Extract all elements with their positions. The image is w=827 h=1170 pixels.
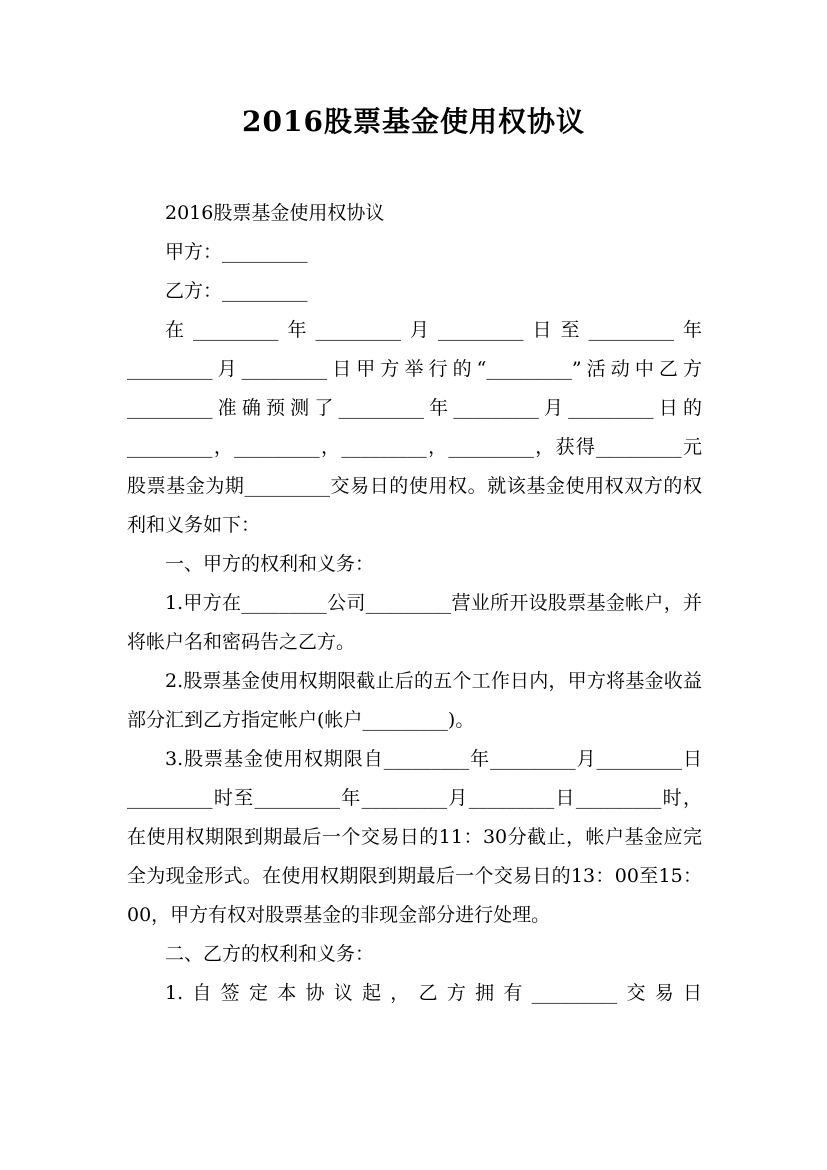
clause-a2: 2.股票基金使用权期限截止后的五个工作日内，甲方将基金收益部分汇到乙方指定帐户(帐户_________)。 bbox=[127, 670, 702, 731]
clause-a3: 3.股票基金使用权期限自_________年_________月_________日_________时至_________年_________月_________日_________时，在使用权期限到期最后一个交易日的11：30分截止，帐户基金应完全为现金形式。在使用权期限到期最后一个交易日的13：00至15：00，甲方有权对股票基金的非现金部分进行处理。 bbox=[127, 748, 702, 926]
document-title: 2016股票基金使用权协议 bbox=[242, 105, 585, 138]
section-heading-party-b: 二、乙方的权利和义务： bbox=[165, 943, 375, 965]
party-b-line: 乙方：_________ bbox=[165, 280, 308, 302]
section-heading-party-a: 一、甲方的权利和义务： bbox=[165, 553, 375, 575]
doc-subtitle: 2016股票基金使用权协议 bbox=[165, 202, 385, 224]
party-a-line: 甲方：_________ bbox=[165, 241, 308, 263]
intro-paragraph: 在_________年_________月_________日至_________年_________月_________日甲方举行的“_________”活动中乙方_________准确预测了_________年_________月_________日的_________，_________，_________，_________，获得_________元股票基金为期_________交易日的使用权。就该基金使用权双方的权利和义务如下： bbox=[127, 319, 702, 536]
clause-b1: 1.自签定本协议起，乙方拥有_________交易日 bbox=[165, 982, 702, 1004]
document-body bbox=[127, 194, 702, 1013]
clause-a1: 1.甲方在_________公司_________营业所开设股票基金帐户，并将帐户名和密码告之乙方。 bbox=[127, 592, 702, 653]
